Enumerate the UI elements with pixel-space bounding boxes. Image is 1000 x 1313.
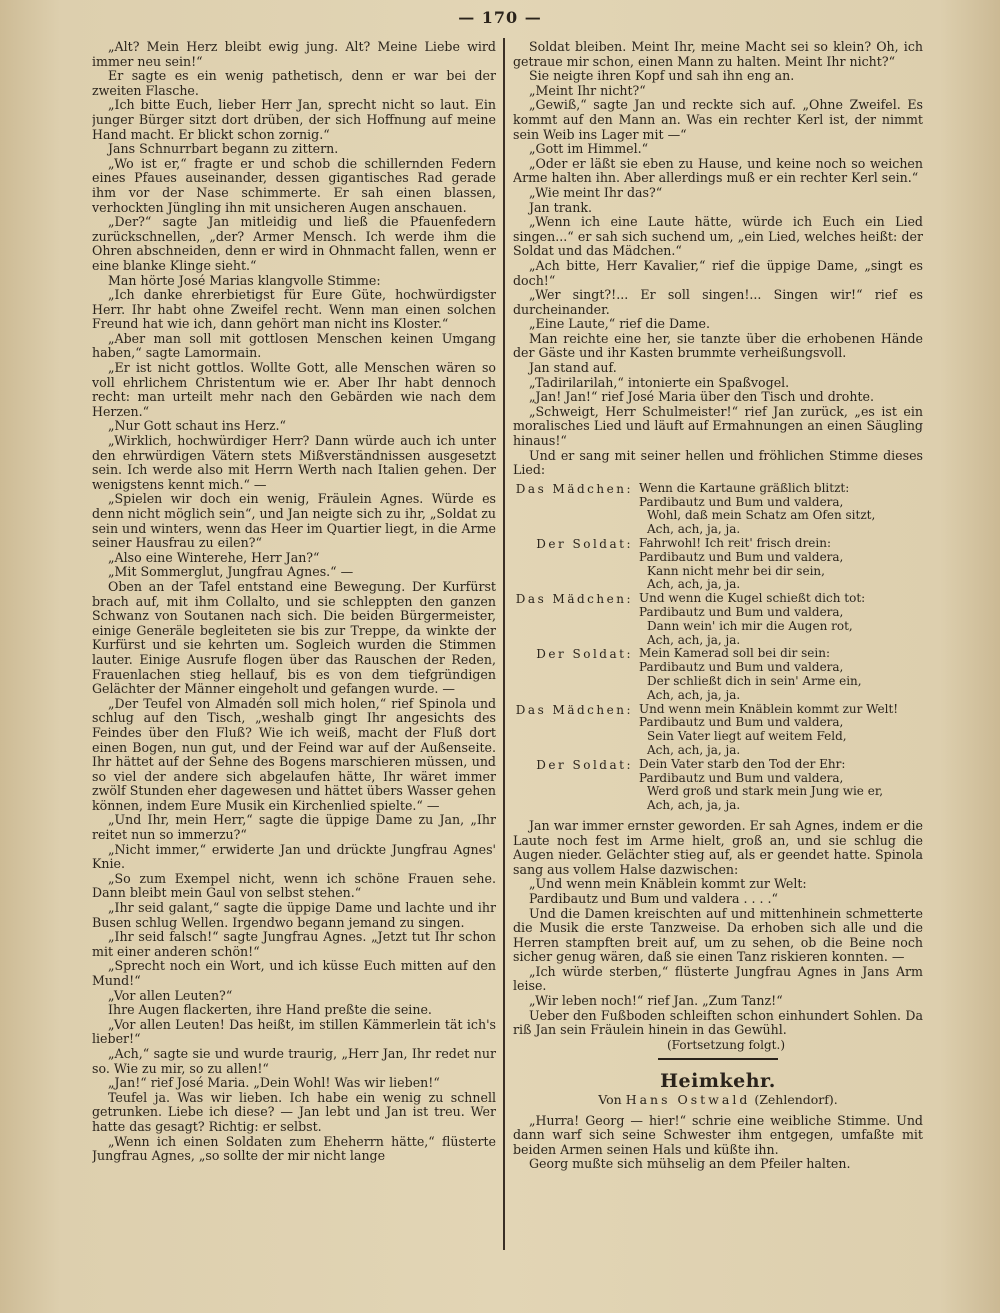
paragraph: Ihre Augen flackerten, ihre Hand preßte die seine.: [108, 1002, 432, 1018]
song-verse: [639, 482, 923, 537]
song-line: Pardibautz und Bum und valdera,: [639, 604, 844, 619]
song-speaker: Das Mädchen:: [515, 592, 633, 607]
paragraph: Ueber den Fußboden schleiften schon einhundert Sohlen. Da riß Jan sein Fräulein hinein in das Gewühl.: [513, 1007, 923, 1038]
song-stanza: [513, 703, 923, 758]
paragraph: Pardibautz und Bum und valdera . . . .“: [529, 890, 778, 906]
paragraph: Und die Damen kreischten auf und mittenhinein schmetterte die Musik die erste Tanzweise. Da erhoben sich alle und die Herren stampften breit auf, um zu sehen, ob die Beine noch sicher genug wären, daß sie einen Tanz riskieren konnten. —: [513, 905, 923, 965]
story-title: Heimkehr.: [660, 1070, 776, 1093]
paragraph: Jan war immer ernster geworden. Er sah Agnes, indem er die Laute noch fest im Arme hielt, groß an, und sie schlug die Augen nieder. Gelächter stieg auf, als er geendet hatte. Spinola sang aus vollem Halse dazwischen:: [513, 817, 923, 877]
song-stanza: [513, 592, 923, 647]
right-column-continued-text: [513, 819, 923, 1038]
right-column: [513, 40, 923, 1302]
paragraph: „Ich bitte Euch, lieber Herr Jan, sprecht nicht so laut. Ein junger Bürger sitzt dort drüben, der sich Hoffnung auf meine Hand macht. Er blickt schon zornig.“: [92, 97, 496, 142]
paragraph: „Vor allen Leuten?“: [108, 987, 233, 1003]
right-column-text: [513, 40, 923, 478]
paragraph: Man hörte José Marias klangvolle Stimme:: [108, 272, 381, 288]
paragraph: „Der?“ sagte Jan mitleidig und ließ die Pfauenfedern zurückschnellen, „der? Armer Mensch. Ich werde ihm die Ohren abschneiden, denn er wird in Ohnmacht fallen, wenn er eine blanke Klinge sieht.“: [92, 214, 496, 273]
paragraph: Oben an der Tafel entstand eine Bewegung. Der Kurfürst brach auf, mit ihm Collalto, und sie schleppten den ganzen Schwanz von Soutanen nach sich. Die beiden Bürgermeister, einige Generäle begleiteten sie bis zur Treppe, da winkte der Kurfürst und sie kehrten um. Sogleich wurden die Stimmen lauter. Einige Ausrufe flogen über das Rauschen der Reden, Frauenlachen stieg hellauf, bis es von dem tiefgründigen Gelächter der Männer eingeholt und gefangen wurde. —: [92, 578, 496, 697]
song-line: Und wenn mein Knäblein kommt zur Welt!: [639, 701, 899, 716]
song-line: Pardibautz und Bum und valdera,: [639, 660, 844, 675]
paragraph: „Also eine Winterehe, Herr Jan?“: [108, 549, 320, 565]
paragraph: „Der Teufel von Almadén soll mich holen,“ rief Spinola und schlug auf den Tisch, „weshalb gingt Ihr angesichts des Feindes über den Fluß? Wie ich weiß, macht der Fluß dort einen Bogen, nun gut, und der Feind war auf der Außenseite. Ihr hättet auf der Sehne des Bogens marschieren müssen, und so viel der andere sich abgelaufen hätte, Ihr wäret immer zwölf Stunden eher dagewesen und hättet übers Wasser gehen können, indem Eure Musik ein Kirchenlied spielte.“ —: [92, 695, 496, 813]
paragraph: „Aber man soll mit gottlosen Menschen keinen Umgang haben,“ sagte Lamormain.: [92, 330, 496, 361]
song-stanza: [513, 758, 923, 813]
paragraph: „Er ist nicht gottlos. Wollte Gott, alle Menschen wären so voll ehrlichem Christentum wie er. Aber Ihr habt dennoch recht: man urteilt mehr nach den Gebärden wie nach dem Herzen.“: [92, 360, 496, 419]
song-stanza: [513, 537, 923, 592]
song-line: Pardibautz und Bum und valdera,: [639, 494, 844, 509]
paragraph: Sie neigte ihren Kopf und sah ihn eng an.: [529, 68, 795, 84]
continuation-note: (Fortsetzung folgt.): [667, 1037, 785, 1052]
song-line: Dann wein' ich mir die Augen rot,: [647, 618, 853, 633]
column-divider: [503, 38, 505, 1250]
song-line: Wohl, daß mein Schatz am Ofen sitzt,: [647, 508, 876, 523]
paragraph: „Und wenn mein Knäblein kommt zur Welt:: [529, 876, 807, 892]
song-line: Pardibautz und Bum und valdera,: [639, 715, 844, 730]
paragraph: „Und Ihr, mein Herr,“ sagte die üppige Dame zu Jan, „Ihr reitet nun so immerzu?“: [92, 812, 496, 843]
paragraph: „Vor allen Leuten! Das heißt, im stillen Kämmerlein tät ich's lieber!“: [92, 1016, 496, 1047]
left-column: [92, 40, 496, 1302]
paragraph: „So zum Exempel nicht, wenn ich schöne Frauen sehe. Dann bleibt mein Gaul von selbst stehen.“: [92, 870, 496, 901]
paragraph: Georg mußte sich mühselig an dem Pfeiler halten.: [529, 1156, 851, 1172]
paragraph: „Wir leben noch!“ rief Jan. „Zum Tanz!“: [529, 993, 783, 1009]
paragraph: Jan trank.: [529, 199, 593, 215]
song-verse: [639, 703, 923, 758]
song-line: Ach, ach, ja, ja.: [647, 798, 741, 813]
story-byline: [513, 1093, 923, 1108]
paragraph: „Wirklich, hochwürdiger Herr? Dann würde auch ich unter den ehrwürdigen Vätern stets Mißverständnissen ausgesetzt sein. Ich werde also mit Herrn Werth nach Italien gehen. Der wenigstens kennt mich.“ —: [92, 433, 496, 492]
section-rule: [658, 1058, 778, 1060]
song-speaker: Der Soldat:: [536, 647, 633, 662]
song-speaker: Der Soldat:: [536, 757, 633, 772]
paragraph: Und er sang mit seiner hellen und fröhlichen Stimme dieses Lied:: [513, 447, 923, 478]
paragraph: „Tadirilarilah,“ intonierte ein Spaßvogel.: [529, 374, 790, 390]
paragraph: „Hurra! Georg — hier!“ schrie eine weibliche Stimme. Und dann warf sich seine Schwester ihm entgegen, umfaßte mit beiden Armen seinen Hals und küßte ihn.: [513, 1112, 923, 1157]
paragraph: „Jan! Jan!“ rief José Maria über den Tisch und drohte.: [529, 389, 875, 405]
paragraph: Er sagte es ein wenig pathetisch, denn er war bei der zweiten Flasche.: [92, 68, 496, 98]
song-line: Werd groß und stark mein Jung wie er,: [647, 784, 884, 799]
song-line: Kann nicht mehr bei dir sein,: [647, 563, 825, 578]
paragraph: „Jan!“ rief José Maria. „Dein Wohl! Was wir lieben!“: [108, 1075, 440, 1091]
paragraph: „Spielen wir doch ein wenig, Fräulein Agnes. Würde es denn nicht möglich sein“, und Jan neigte sich zu ihr, „Soldat zu sein und winters, wenn das Heer im Quartier liegt, in die Arme seiner Hausfrau zu eilen?“: [92, 491, 496, 551]
author-name: Hans Ostwald: [625, 1092, 751, 1108]
song-line: Fahrwohl! Ich reit' frisch drein:: [639, 536, 832, 550]
song-line: Ach, ach, ja, ja.: [647, 632, 741, 647]
byline-prefix: Von: [598, 1092, 622, 1108]
paragraph: „Wenn ich eine Laute hätte, würde ich Euch ein Lied singen...“ er sah sich suchend um, „ein Lied, welches heißt: der Soldat und das Mädchen.“: [513, 214, 923, 259]
paragraph: „Sprecht noch ein Wort, und ich küsse Euch mitten auf den Mund!“: [92, 958, 496, 988]
song-speaker: Der Soldat:: [536, 537, 633, 551]
paragraph: Jan stand auf.: [529, 360, 617, 376]
song-verse: [639, 647, 923, 702]
paragraph: „Wie meint Ihr das?“: [529, 184, 663, 200]
song-line: Ach, ach, ja, ja.: [647, 522, 741, 537]
paragraph: „Wo ist er,“ fragte er und schob die schillernden Federn eines Pfaues auseinander, dessen gigantisches Rad gerade ihm vor der Nase schimmerte. Er sah einen blassen, verhockten Jüngling ihn mit unsicheren Augen anschauen.: [92, 155, 496, 215]
paragraph: „Ihr seid galant,“ sagte die üppige Dame und lachte und ihr Busen schlug Wellen. Irgendwo begann jemand zu singen.: [92, 900, 496, 930]
paragraph: „Alt? Mein Herz bleibt ewig jung. Alt? Meine Liebe wird immer neu sein!“: [92, 40, 496, 69]
paragraph: „Ich danke ehrerbietigst für Eure Güte, hochwürdigster Herr. Ihr habt ohne Zweifel recht. Wenn man einen solchen Freund hat wie ich, dann gehört man nicht ins Kloster.“: [92, 287, 496, 332]
song-line: Und wenn die Kugel schießt dich tot:: [639, 591, 866, 606]
page-number: — 170 —: [458, 8, 542, 27]
paragraph: „Ich würde sterben,“ flüsterte Jungfrau Agnes in Jans Arm leise.: [513, 963, 923, 994]
song-line: Sein Vater liegt auf weitem Feld,: [647, 729, 847, 744]
song-verse: [639, 592, 923, 647]
song-line: Pardibautz und Bum und valdera,: [639, 549, 844, 564]
song-line: Der schließt dich in sein' Arme ein,: [647, 673, 862, 688]
paragraph: „Ach,“ sagte sie und wurde traurig, „Herr Jan, Ihr redet nur so. Wie zu mir, so zu allen!“: [92, 1045, 496, 1076]
song-line: Dein Vater starb den Tod der Ehr:: [639, 756, 846, 771]
song-line: Ach, ach, ja, ja.: [647, 577, 741, 592]
song-line: Wenn die Kartaune gräßlich blitzt:: [639, 480, 850, 495]
paragraph: „Schweigt, Herr Schulmeister!“ rief Jan zurück, „es ist ein moralisches Lied und läuft auf Ermahnungen an einen Säugling hinaus!“: [513, 403, 923, 449]
paragraph: „Eine Laute,“ rief die Dame.: [529, 316, 710, 332]
song-verse: [639, 758, 923, 813]
story-text: [513, 1114, 923, 1172]
song-line: Pardibautz und Bum und valdera,: [639, 770, 844, 785]
paragraph: „Nur Gott schaut ins Herz.“: [108, 418, 286, 434]
paragraph: Teufel ja. Was wir lieben. Ich habe ein wenig zu schnell getrunken. Liebe ich diese? — Jan lebt und Jan ist treu. Wer hatte das gesagt? Richtig: er selbst.: [92, 1089, 496, 1134]
paragraph: Man reichte eine her, sie tanzte über die erhobenen Hände der Gäste und ihr Kasten brummte verheißungsvoll.: [513, 330, 923, 361]
paragraph: „Gott im Himmel.“: [529, 141, 649, 157]
song-speaker: Das Mädchen:: [515, 702, 633, 717]
song-verse: [639, 537, 923, 592]
author-location: (Zehlendorf).: [754, 1092, 838, 1108]
song-line: Mein Kamerad soll bei dir sein:: [639, 646, 831, 661]
song-lyrics: [513, 482, 923, 813]
paragraph: „Meint Ihr nicht?“: [529, 82, 646, 98]
paragraph: „Nicht immer,“ erwiderte Jan und drückte Jungfrau Agnes' Knie.: [92, 841, 496, 872]
paragraph: „Oder er läßt sie eben zu Hause, und keine noch so weichen Arme halten ihn. Aber allerdings muß er ein rechter Kerl sein.“: [513, 155, 923, 186]
paragraph: „Ach bitte, Herr Kavalier,“ rief die üppige Dame, „singt es doch!“: [513, 257, 923, 288]
paragraph: „Gewiß,“ sagte Jan und reckte sich auf. „Ohne Zweifel. Es kommt auf den Mann an. Was ein rechter Kerl ist, der nimmt sein Weib ins Lager mit —“: [513, 97, 923, 142]
paragraph: „Mit Sommerglut, Jungfrau Agnes.“ —: [108, 564, 354, 580]
song-line: Ach, ach, ja, ja.: [647, 742, 741, 757]
paragraph: Jans Schnurrbart begann zu zittern.: [108, 141, 339, 157]
paragraph: „Ihr seid falsch!“ sagte Jungfrau Agnes. „Jetzt tut Ihr schon mit einer anderen schön!“: [92, 929, 496, 959]
song-line: Ach, ach, ja, ja.: [647, 687, 741, 702]
song-stanza: [513, 482, 923, 537]
song-speaker: Das Mädchen:: [515, 481, 633, 496]
paragraph: Soldat bleiben. Meint Ihr, meine Macht sei so klein? Oh, ich getraue mir schon, einen Mann zu halten. Meint Ihr nicht?“: [513, 40, 923, 69]
paragraph: „Wer singt?!... Er soll singen!... Singen wir!“ rief es durcheinander.: [513, 287, 923, 317]
paragraph: „Wenn ich einen Soldaten zum Eheherrn hätte,“ flüsterte Jungfrau Agnes, „so sollte der mir nicht lange: [92, 1133, 496, 1164]
song-stanza: [513, 647, 923, 702]
